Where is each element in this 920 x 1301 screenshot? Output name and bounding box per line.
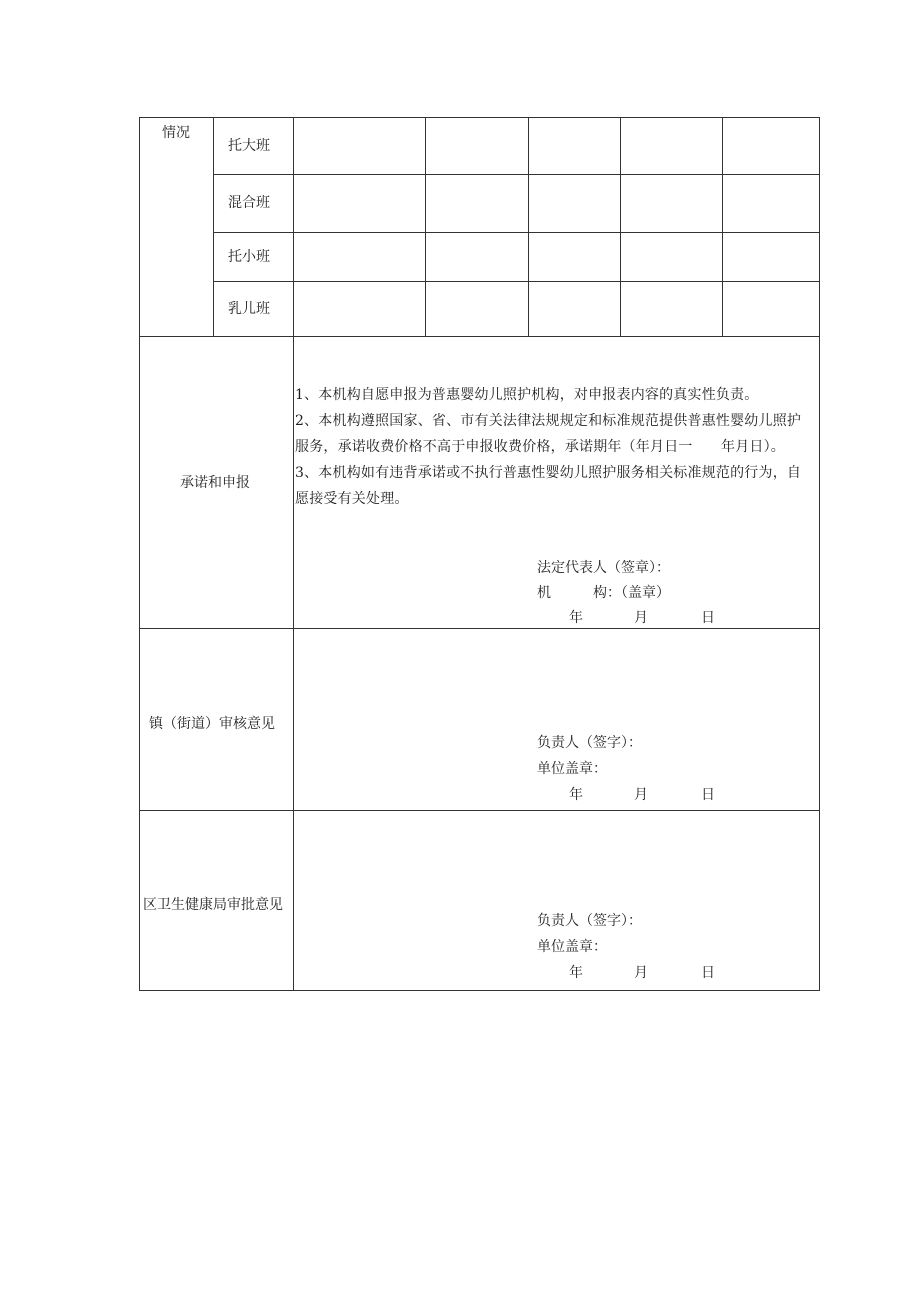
class-label-infant: 乳儿班: [228, 301, 270, 317]
pledge-label: 承诺和申报: [180, 475, 250, 491]
row-divider: [213, 232, 820, 233]
row-divider: [213, 174, 820, 175]
district-date-year: 年: [569, 965, 583, 981]
pledge-item-2-line-2: 服务，承诺收费价格不高于申报收费价格，承诺期年（年月日一 年月日）。: [295, 439, 785, 455]
legal-representative-signature-label: 法定代表人（签章）：: [537, 560, 670, 576]
pledge-item-3-line-2: 愿接受有关处理。: [295, 491, 409, 507]
organization-seal-label-part2: 构：（盖章）: [593, 585, 670, 601]
label-column-divider: [293, 117, 294, 991]
table-bottom-border: [139, 990, 820, 991]
district-unit-seal-label: 单位盖章：: [537, 939, 607, 955]
situation-label: 情况: [162, 125, 190, 141]
table-left-border: [139, 117, 140, 991]
grid-column-divider: [425, 117, 426, 337]
row-divider: [213, 281, 820, 282]
grid-column-divider: [722, 117, 723, 337]
pledge-date-year: 年: [569, 610, 583, 626]
organization-seal-label-part1: 机: [537, 585, 551, 601]
pledge-item-2-line-1: 2、本机构遵照国家、省、市有关法律法规规定和标准规范提供普惠性婴幼儿照护: [295, 413, 802, 429]
pledge-item-1: 1、本机构自愿申报为普惠婴幼儿照护机构，对申报表内容的真实性负责。: [295, 387, 759, 403]
table-top-border: [139, 117, 820, 118]
grid-column-divider: [620, 117, 621, 337]
town-date-day: 日: [701, 787, 715, 803]
town-review-label: 镇（街道）审核意见: [149, 716, 275, 732]
town-unit-seal-label: 单位盖章：: [537, 761, 607, 777]
section-divider: [139, 336, 820, 337]
table-right-border: [819, 117, 820, 991]
town-responsible-signature-label: 负责人（签字）：: [537, 735, 642, 751]
section-divider: [139, 810, 820, 811]
class-label-junior: 托小班: [228, 249, 270, 265]
class-label-senior: 托大班: [228, 138, 270, 154]
pledge-date-month: 月: [634, 610, 648, 626]
district-date-day: 日: [701, 965, 715, 981]
pledge-item-3-line-1: 3、本机构如有违背承诺或不执行普惠性婴幼儿照护服务相关标准规范的行为，自: [295, 465, 802, 481]
grid-column-divider: [528, 117, 529, 337]
district-date-month: 月: [634, 965, 648, 981]
class-label-mixed: 混合班: [228, 195, 270, 211]
district-approval-label: 区卫生健康局审批意见: [143, 897, 283, 913]
class-column-divider: [213, 117, 214, 337]
district-responsible-signature-label: 负责人（签字）：: [537, 913, 642, 929]
pledge-date-day: 日: [701, 610, 715, 626]
town-date-year: 年: [569, 787, 583, 803]
section-divider: [139, 628, 820, 629]
town-date-month: 月: [634, 787, 648, 803]
